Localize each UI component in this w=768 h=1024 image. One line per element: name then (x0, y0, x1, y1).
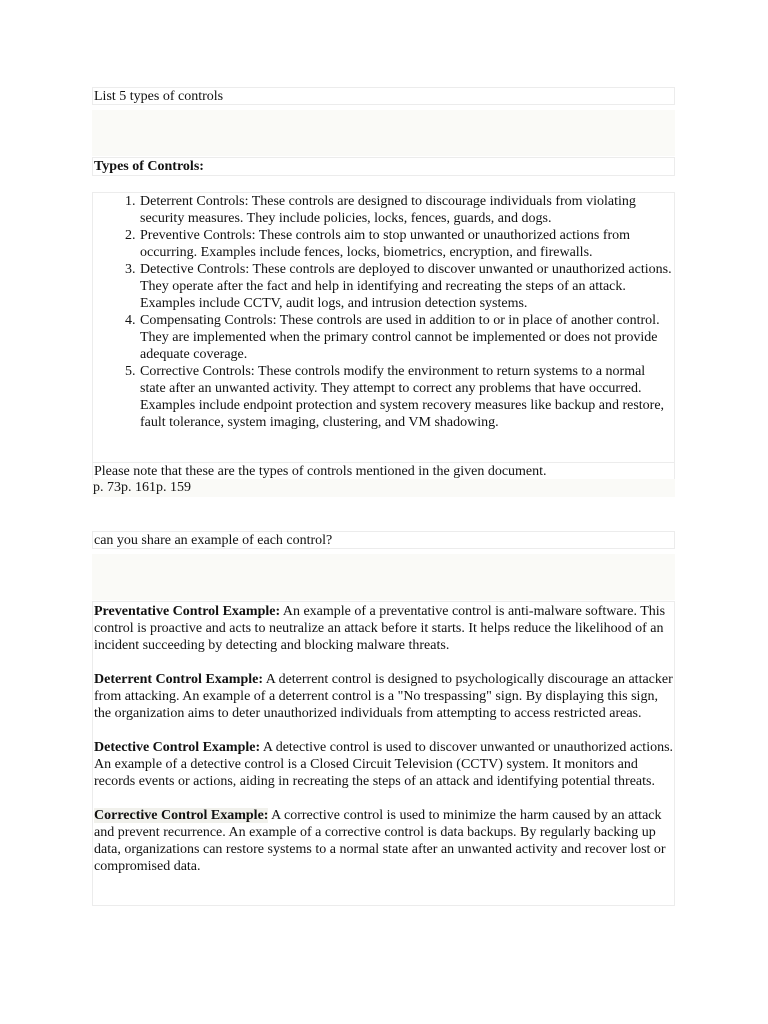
example-text: A corrective control is used to minimize the harm caused by an attack and prevent recurrence. An example of a corrective control is data backups. By regularly backing up data, organizations can restore systems to a normal state after an unwanted activity and recover lost or compromised data. (94, 808, 666, 874)
example-text: An example of a preventative control is anti-malware software. This control is proactive and acts to neutralize an attack before it starts. It helps reduce the likelihood of an incident succeeding by detecting and blocking malware threats. (94, 604, 666, 653)
list-item: 2. Preventive Controls: These controls aim to stop unwanted or unauthorized actions from occurring. Examples include fences, locks, biometrics, encryption, and firewalls. (139, 227, 674, 261)
example-title: Preventative Control Example: (94, 604, 281, 619)
types-heading: Types of Controls: (92, 157, 675, 176)
types-list-container (92, 192, 675, 463)
example-corrective (94, 807, 674, 875)
examples-container (92, 601, 675, 906)
response-spacer (92, 110, 675, 156)
example-deterrent (94, 671, 674, 722)
example-preventative (94, 603, 674, 654)
example-title: Deterrent Control Example: (94, 672, 263, 687)
note-text: Please note that these are the types of controls mentioned in the given document. (92, 462, 675, 480)
question-examples (92, 531, 675, 549)
list-item: 1. Deterrent Controls: These controls are designed to discourage individuals from violating security measures. They include policies, locks, fences, guards, and dogs. (139, 193, 674, 227)
example-text: A detective control is used to discover unwanted or unauthorized actions. An example of a detective control is a Closed Circuit Television (CCTV) system. It monitors and records events or actions, aiding in recreating the steps of an attack and identifying potential threats. (94, 740, 674, 789)
types-list (93, 193, 674, 431)
list-item: 4. Compensating Controls: These controls are used in addition to or in place of another control. They are implemented when the primary control cannot be implemented or does not provide adequate coverage. (139, 312, 674, 363)
list-item: 3. Detective Controls: These controls are deployed to discover unwanted or unauthorized actions. They operate after the fact and help in identifying and recreating the steps of an attack. Examples include CCTV, audit logs, and intrusion detection systems. (139, 261, 674, 312)
list-item: 5. Corrective Controls: These controls modify the environment to return systems to a normal state after an unwanted activity. They attempt to correct any problems that have occurred. Examples include endpoint protection and system recovery measures like backup and restore, fault tolerance, system imaging, clustering, and VM shadowing. (139, 363, 674, 431)
example-title: Detective Control Example: (94, 740, 261, 755)
question-list-controls (92, 87, 675, 105)
example-title: Corrective Control Example: (94, 808, 269, 823)
page-references: p. 73p. 161p. 159 (92, 479, 675, 497)
question-text: List 5 types of controls (94, 89, 224, 104)
question-text: can you share an example of each control? (94, 533, 333, 548)
response-spacer (92, 554, 675, 600)
example-text: A deterrent control is designed to psychologically discourage an attacker from attacking. An example of a deterrent control is a "No trespassing" sign. By displaying this sign, the organization aims to deter unauthorized individuals from attempting to access restricted areas. (94, 672, 673, 721)
example-detective (94, 739, 674, 790)
